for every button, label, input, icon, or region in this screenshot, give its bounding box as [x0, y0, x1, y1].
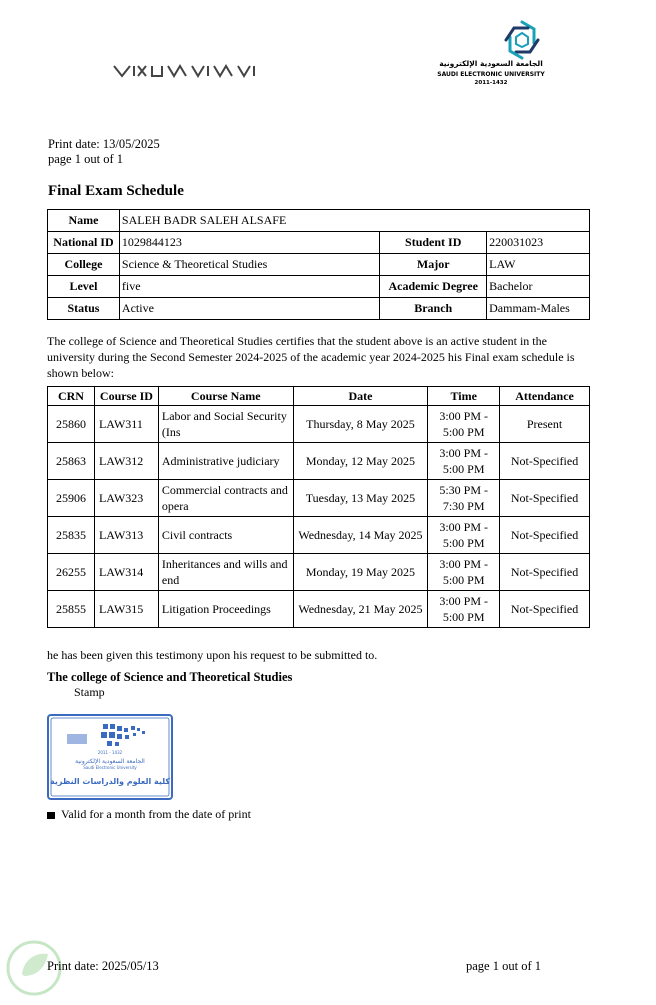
- date-cell: Wednesday, 14 May 2025: [293, 517, 428, 554]
- course-name-cell: Inheritances and wills and end: [158, 554, 293, 591]
- attendance-cell: Not-Specified: [500, 480, 590, 517]
- course-name-cell: Civil contracts: [158, 517, 293, 554]
- college-stamp: [47, 714, 173, 800]
- print-meta: [48, 137, 160, 167]
- course-id-cell: LAW313: [94, 517, 158, 554]
- stamp-years: 2011 - 1432: [97, 750, 123, 755]
- time-cell: 3:00 PM - 5:00 PM: [428, 591, 500, 628]
- table-row: [48, 480, 590, 517]
- course-id-cell: LAW311: [94, 406, 158, 443]
- degree-value: Bachelor: [487, 276, 590, 298]
- date-cell: Monday, 19 May 2025: [293, 554, 428, 591]
- course-id-cell: LAW314: [94, 554, 158, 591]
- table-row: [48, 554, 590, 591]
- time-cell: 3:00 PM - 5:00 PM: [428, 554, 500, 591]
- level-value: five: [119, 276, 379, 298]
- date-cell: Monday, 12 May 2025: [293, 443, 428, 480]
- national-id-label: National ID: [48, 232, 120, 254]
- bullet-icon: [47, 812, 55, 819]
- attendance-cell: Not-Specified: [500, 591, 590, 628]
- header-time: Time: [428, 387, 500, 406]
- page-title: Final Exam Schedule: [48, 183, 184, 199]
- validity-text: Valid for a month from the date of print: [61, 807, 251, 821]
- testimony-text: he has been given this testimony upon his request to be submitted to.: [47, 648, 378, 662]
- table-row: [48, 443, 590, 480]
- validity-note: [47, 807, 251, 822]
- crn-cell: 25906: [48, 480, 95, 517]
- university-years: 2011-1432: [474, 80, 508, 86]
- university-emblem-icon: [500, 18, 544, 62]
- college-value: Science & Theoretical Studies: [119, 254, 379, 276]
- vision-2030-logo-graphic: [112, 60, 262, 82]
- student-id-label: Student ID: [380, 232, 487, 254]
- branch-value: Dammam-Males: [487, 298, 590, 320]
- college-signature: The college of Science and Theoretical Studies: [47, 670, 293, 684]
- header-course-id: Course ID: [94, 387, 158, 406]
- time-cell: 5:30 PM - 7:30 PM: [428, 480, 500, 517]
- attendance-cell: Not-Specified: [500, 517, 590, 554]
- certification-text: The college of Science and Theoretical Studies certifies that the student above is an active student in the university during the Second Semester 2024-2025 of the academic year 2024-2025 his Final exam schedule is shown below:: [47, 334, 575, 380]
- course-name-cell: Labor and Social Security (Ins: [158, 406, 293, 443]
- name-row: [48, 210, 590, 232]
- date-cell: Thursday, 8 May 2025: [293, 406, 428, 443]
- exam-schedule-table: [47, 386, 590, 628]
- header-crn: CRN: [48, 387, 95, 406]
- course-id-cell: LAW323: [94, 480, 158, 517]
- date-cell: Tuesday, 13 May 2025: [293, 480, 428, 517]
- university-name-arabic: الجامعة السعودية الإلكترونية: [439, 59, 543, 68]
- crn-cell: 25863: [48, 443, 95, 480]
- student-id-value: 220031023: [487, 232, 590, 254]
- stamp-university-english: Saudi Electronic University: [83, 765, 137, 770]
- course-id-cell: LAW315: [94, 591, 158, 628]
- page-count: page 1 out of 1: [48, 152, 123, 166]
- student-info-table: [47, 209, 590, 320]
- time-cell: 3:00 PM - 5:00 PM: [428, 443, 500, 480]
- college-row: [48, 254, 590, 276]
- course-name-cell: Litigation Proceedings: [158, 591, 293, 628]
- footer-print-date: Print date: 2025/05/13: [47, 959, 159, 973]
- name-label: Name: [48, 210, 120, 232]
- status-row: [48, 298, 590, 320]
- attendance-cell: Not-Specified: [500, 443, 590, 480]
- header-course-name: Course Name: [158, 387, 293, 406]
- course-name-cell: Commercial contracts and opera: [158, 480, 293, 517]
- schedule-header-row: [48, 387, 590, 406]
- print-date: Print date: 13/05/2025: [48, 137, 160, 151]
- crn-cell: 26255: [48, 554, 95, 591]
- time-cell: 3:00 PM - 5:00 PM: [428, 517, 500, 554]
- branch-label: Branch: [380, 298, 487, 320]
- name-value: SALEH BADR SALEH ALSAFE: [119, 210, 589, 232]
- college-stamp-image: [47, 714, 173, 800]
- major-value: LAW: [487, 254, 590, 276]
- degree-label: Academic Degree: [380, 276, 487, 298]
- status-value: Active: [119, 298, 379, 320]
- table-row: [48, 406, 590, 443]
- attendance-cell: Not-Specified: [500, 554, 590, 591]
- major-label: Major: [380, 254, 487, 276]
- id-row: [48, 232, 590, 254]
- stamp-university-arabic: الجامعة السعودية الإلكترونية: [75, 758, 145, 765]
- status-label: Status: [48, 298, 120, 320]
- course-name-cell: Administrative judiciary: [158, 443, 293, 480]
- header-attendance: Attendance: [500, 387, 590, 406]
- table-row: [48, 591, 590, 628]
- college-label: College: [48, 254, 120, 276]
- course-id-cell: LAW312: [94, 443, 158, 480]
- university-logo: [416, 18, 566, 90]
- stamp-label: Stamp: [74, 685, 105, 699]
- vision-2030-logo: [112, 60, 262, 82]
- level-row: [48, 276, 590, 298]
- crn-cell: 25855: [48, 591, 95, 628]
- stamp-college-arabic: كلية العلوم والدراسات النظرية: [49, 777, 171, 786]
- crn-cell: 25860: [48, 406, 95, 443]
- header-date: Date: [293, 387, 428, 406]
- attendance-cell: Present: [500, 406, 590, 443]
- university-name-english: SAUDI ELECTRONIC UNIVERSITY: [437, 71, 545, 78]
- time-cell: 3:00 PM - 5:00 PM: [428, 406, 500, 443]
- date-cell: Wednesday, 21 May 2025: [293, 591, 428, 628]
- level-label: Level: [48, 276, 120, 298]
- national-id-value: 1029844123: [119, 232, 379, 254]
- crn-cell: 25835: [48, 517, 95, 554]
- footer-page: page 1 out of 1: [466, 959, 541, 973]
- table-row: [48, 517, 590, 554]
